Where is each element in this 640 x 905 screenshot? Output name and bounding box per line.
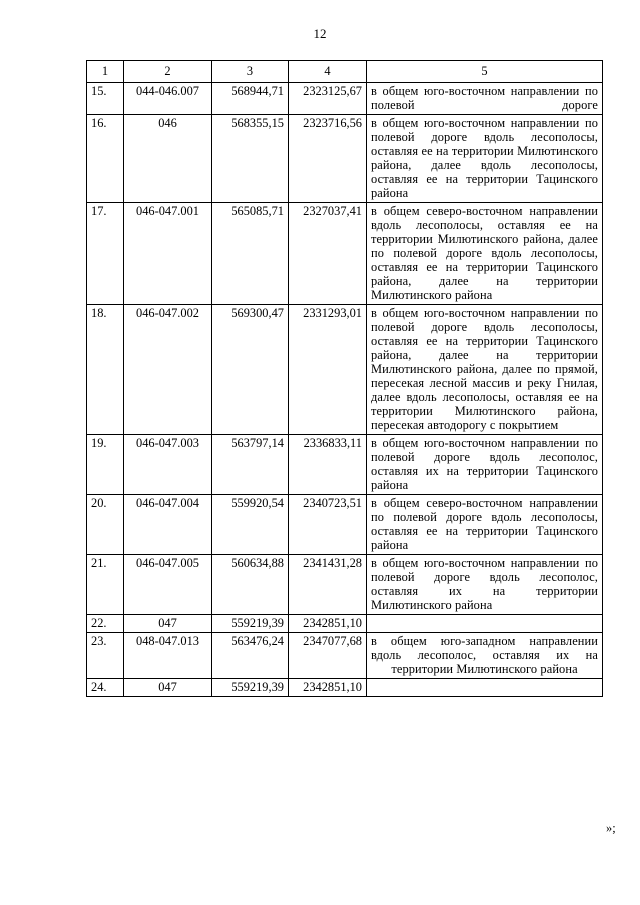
header-col-3: 3 (212, 61, 289, 83)
coord-x: 559920,54 (212, 495, 289, 555)
coord-y: 2336833,11 (289, 435, 367, 495)
point-id: 046-047.001 (124, 203, 212, 305)
row-number: 23. (87, 633, 124, 679)
point-id: 048-047.013 (124, 633, 212, 679)
header-col-4: 4 (289, 61, 367, 83)
row-number: 18. (87, 305, 124, 435)
row-number: 15. (87, 83, 124, 115)
row-number: 22. (87, 615, 124, 633)
coord-x: 568355,15 (212, 115, 289, 203)
route-description: в общем юго-восточном направлении по полевой дороге вдоль лесополосы, оставляя ее на территории Милютинского района, далее вдоль лесополосы, оставляя ее на территории Тацинского района (367, 115, 603, 203)
point-id: 046 (124, 115, 212, 203)
table-row (87, 203, 603, 305)
header-col-1: 1 (87, 61, 124, 83)
point-id: 046-047.005 (124, 555, 212, 615)
table-row (87, 305, 603, 435)
table-row (87, 115, 603, 203)
table-header-row (87, 61, 603, 83)
route-description: в общем юго-восточном направлении по полевой дороге вдоль лесополос, оставляя их на территории Тацинского района (367, 435, 603, 495)
coord-y: 2323125,67 (289, 83, 367, 115)
coord-x: 559219,39 (212, 679, 289, 697)
coord-y: 2323716,56 (289, 115, 367, 203)
route-description: в общем юго-восточном направлении по полевой дороге вдоль лесополосы, оставляя ее на территории Тацинского района, далее на территории Милютинского района, далее по прямой, пересекая лесной массив и реку Гнилая, далее вдоль лесополосы, оставляя ее на территории Милютинского района, пересекая автодорогу с покрытием (367, 305, 603, 435)
route-description: в общем юго-восточном направлении по полевой дороге (367, 83, 603, 115)
header-col-5: 5 (367, 61, 603, 83)
row-number: 20. (87, 495, 124, 555)
row-number: 17. (87, 203, 124, 305)
point-id: 047 (124, 615, 212, 633)
table-row (87, 435, 603, 495)
route-description: в общем северо-восточном направлении по полевой дороге вдоль лесополосы, оставляя ее на территории Тацинского района (367, 495, 603, 555)
route-description: в общем юго-восточном направлении по полевой дороге вдоль лесополос, оставляя их на территории Милютинского района (367, 555, 603, 615)
route-description (367, 679, 603, 697)
coord-y: 2342851,10 (289, 679, 367, 697)
coord-y: 2331293,01 (289, 305, 367, 435)
coord-y: 2347077,68 (289, 633, 367, 679)
table-row (87, 679, 603, 697)
coord-x: 569300,47 (212, 305, 289, 435)
row-number: 21. (87, 555, 124, 615)
header-col-2: 2 (124, 61, 212, 83)
table-row (87, 555, 603, 615)
route-description: в общем северо-восточном направлении вдоль лесополосы, оставляя ее на территории Милютинского района, далее по полевой дороге вдоль лесополосы, оставляя ее на территории Тацинского района, далее на территории Милютинского района (367, 203, 603, 305)
route-description: в общем юго-западном направлении вдоль лесополос, оставляя их на территории Милютинского района (367, 633, 603, 679)
route-description (367, 615, 603, 633)
point-id: 046-047.002 (124, 305, 212, 435)
row-number: 19. (87, 435, 124, 495)
coord-x: 568944,71 (212, 83, 289, 115)
point-id: 046-047.003 (124, 435, 212, 495)
row-number: 24. (87, 679, 124, 697)
table-row (87, 495, 603, 555)
coord-x: 563797,14 (212, 435, 289, 495)
row-number: 16. (87, 115, 124, 203)
point-id: 047 (124, 679, 212, 697)
coord-x: 563476,24 (212, 633, 289, 679)
coord-y: 2327037,41 (289, 203, 367, 305)
route-table (86, 60, 603, 697)
coord-x: 559219,39 (212, 615, 289, 633)
coord-x: 560634,88 (212, 555, 289, 615)
table-row (87, 615, 603, 633)
closing-quote-mark: »; (606, 821, 616, 835)
coord-y: 2340723,51 (289, 495, 367, 555)
point-id: 046-047.004 (124, 495, 212, 555)
page-number: 12 (313, 26, 327, 41)
coord-y: 2341431,28 (289, 555, 367, 615)
table-row (87, 83, 603, 115)
coord-y: 2342851,10 (289, 615, 367, 633)
coord-x: 565085,71 (212, 203, 289, 305)
point-id: 044-046.007 (124, 83, 212, 115)
table-row (87, 633, 603, 679)
